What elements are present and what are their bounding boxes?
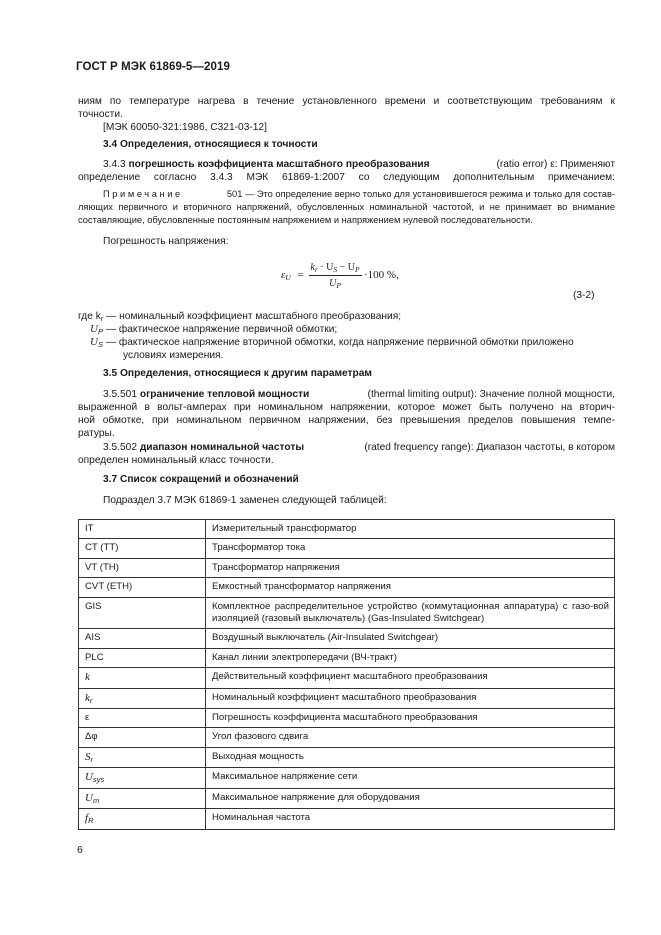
table-cell-symbol: ε: [79, 709, 206, 728]
table-cell-symbol: $k_r$: [79, 688, 206, 708]
table-cell-description: Действительный коэффициент масштабного преобразования: [206, 668, 615, 688]
note-line-2: ляющих первичного и вторичного напряжений, обусловленных номинальной частотой, и не принимает во внимание: [78, 202, 615, 212]
formula-number: (3-2): [573, 290, 595, 301]
table-row: [79, 788, 615, 808]
definition-3-5-501: 3.5.501 ограничение тепловой мощности (thermal limiting output): Значение полной мощности,: [103, 389, 615, 400]
definition-rest: (ratio error) ε: Применяют: [496, 159, 615, 170]
table-cell-symbol: Δφ: [79, 728, 206, 747]
table-cell-symbol: k: [79, 668, 206, 688]
table-row: [79, 539, 615, 558]
table-row: [79, 648, 615, 667]
table-cell-symbol: PLC: [79, 648, 206, 667]
where-kr: где $k_r$ — номинальный коэффициент масштабного преобразования;: [78, 311, 402, 323]
note-line-3: составляющие, обусловленные постоянным напряжением и напряжением нулевой последовательности.: [78, 215, 533, 225]
table-cell-description: Максимальное напряжение для оборудования: [206, 788, 615, 808]
table-row: [79, 747, 615, 767]
table-row: [79, 688, 615, 708]
formula-fraction-bar: [309, 275, 362, 276]
section-3-7-intro: Подраздел 3.7 МЭК 61869-1 заменен следующей таблицей:: [103, 495, 387, 506]
table-row: [79, 709, 615, 728]
intro-line-1: ниям по температуре нагрева в течение установленного времени и соответствующим требованиям к: [78, 96, 615, 107]
table-cell-symbol: IT: [79, 520, 206, 539]
note-label: Примечание: [103, 189, 183, 199]
table-cell-description: Воздушный выключатель (Air-Insulated Switchgear): [206, 629, 615, 648]
table-cell-symbol: CVT (ETH): [79, 578, 206, 597]
table-row: [79, 809, 615, 829]
table-row: [79, 768, 615, 788]
definition-3-5-501-line-2: выраженной в вольт-амперах при номинальном напряжении, которое может быть получено на вторич-: [78, 402, 615, 413]
table-row: [79, 597, 615, 629]
table-cell-description: Канал линии электропередачи (ВЧ-тракт): [206, 648, 615, 667]
definition-3-4-3: [103, 158, 615, 171]
intro-reference: [МЭК 60050-321:1986, C321-03-12]: [103, 122, 267, 133]
section-3-7-heading: 3.7 Список сокращений и обозначений: [103, 474, 299, 485]
definition-3-5-502: 3.5.502 диапазон номинальной частоты (rated frequency range): Диапазон частоты, в котором: [103, 442, 615, 453]
table-cell-description: Комплектное распределительное устройство (коммутационная аппаратура) с газо-вой изоляцией (газовый выключатель) (Gas-Insulated Switchgear): [206, 597, 615, 629]
definition-3-4-3-line-2: определение согласно 3.4.3 МЭК 61869-1:2007 со следующим дополнительным примечанием:: [78, 172, 615, 183]
formula-denominator: $U_P$: [329, 278, 341, 290]
table-cell-description: Трансформатор тока: [206, 539, 615, 558]
table-cell-symbol: VT (TH): [79, 558, 206, 577]
abbreviations-table: [78, 519, 615, 830]
where-up: $U_P$ — фактическое напряжение первичной обмотки;: [90, 323, 338, 336]
formula-tail: ·100 %,: [364, 269, 399, 281]
table-cell-description: Погрешность коэффициента масштабного преобразования: [206, 709, 615, 728]
table-cell-description: Номинальный коэффициент масштабного преобразования: [206, 688, 615, 708]
definition-3-5-502-line-2: определен номинальный класс точности.: [78, 455, 274, 466]
definition-3-5-501-line-4: ратуры.: [78, 428, 115, 439]
table-cell-symbol: GIS: [79, 597, 206, 629]
where-us: $U_S$ — фактическое напряжение вторичной обмотки, когда напряжение первичной обмотки приложено: [90, 336, 574, 349]
table-cell-description: Максимальное напряжение сети: [206, 768, 615, 788]
table-row: [79, 558, 615, 577]
table-cell-description: Номинальная частота: [206, 809, 615, 829]
formula-numerator: $k_r \cdot U_S - U_P$: [310, 262, 360, 274]
definition-term: погрешность коэффициента масштабного преобразования: [128, 159, 430, 170]
table-cell-symbol: $f_R$: [79, 809, 206, 829]
section-3-4-heading: 3.4 Определения, относящиеся к точности: [103, 139, 318, 150]
table-cell-symbol: AIS: [79, 629, 206, 648]
table-cell-description: Выходная мощность: [206, 747, 615, 767]
document-header: ГОСТ Р МЭК 61869-5—2019: [76, 61, 230, 73]
page-number: 6: [77, 844, 83, 856]
where-us-line-2: условиях измерения.: [123, 350, 224, 361]
table-cell-description: Емкостный трансформатор напряжения: [206, 578, 615, 597]
table-cell-description: Трансформатор напряжения: [206, 558, 615, 577]
section-3-5-heading: 3.5 Определения, относящиеся к другим параметрам: [103, 368, 372, 379]
table-cell-description: Угол фазового сдвига: [206, 728, 615, 747]
table-cell-symbol: $U_{sys}$: [79, 768, 206, 788]
definition-3-5-501-line-3: ной обмотке, при номинальном первичном напряжении, без превышения пределов повышения темпе-: [78, 415, 615, 426]
table-cell-symbol: $S_r$: [79, 747, 206, 767]
table-cell-symbol: CT (TT): [79, 539, 206, 558]
note-line-1: 501 — Это определение верно только для установившегося режима и только для состав-: [226, 189, 615, 199]
definition-number: 3.4.3: [103, 159, 126, 170]
table-row: [79, 520, 615, 539]
voltage-error-label: Погрешность напряжения:: [103, 236, 229, 247]
table-row: [79, 668, 615, 688]
note-501: [103, 188, 615, 200]
formula-lhs: $\varepsilon_U$ =: [281, 269, 304, 282]
table-cell-description: Измерительный трансформатор: [206, 520, 615, 539]
table-row: [79, 629, 615, 648]
intro-line-2: точности.: [78, 109, 123, 120]
table-row: [79, 578, 615, 597]
table-row: [79, 728, 615, 747]
table-cell-symbol: $U_m$: [79, 788, 206, 808]
